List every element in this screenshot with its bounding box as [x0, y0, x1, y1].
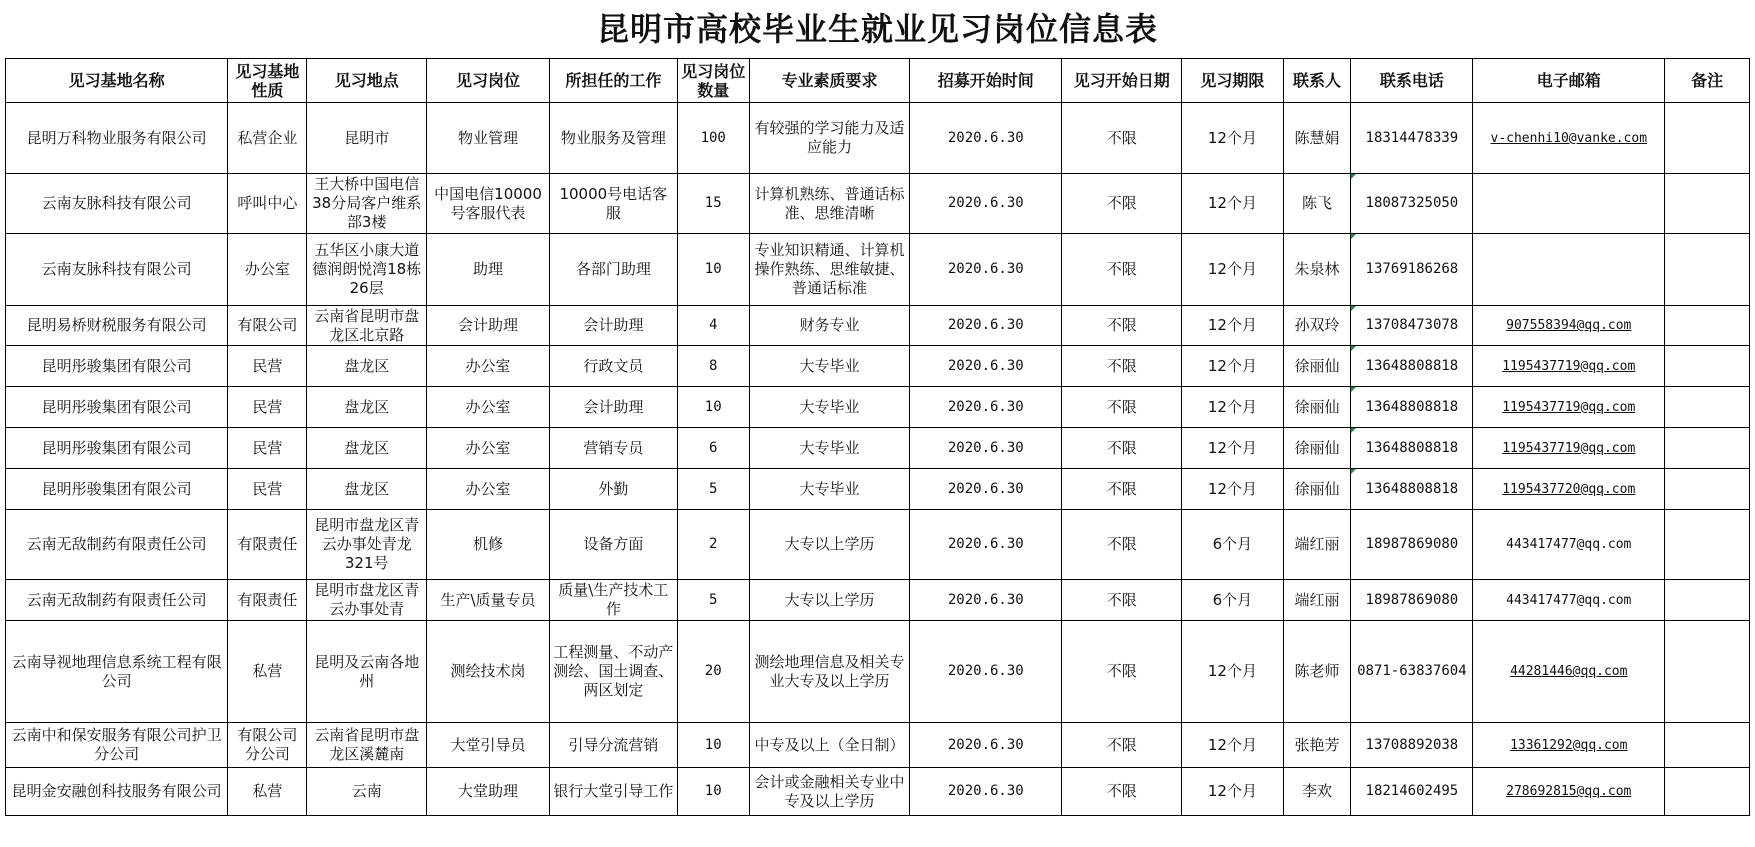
comment-marker-icon — [1351, 469, 1356, 474]
cell-type[interactable]: 民营 — [228, 346, 307, 387]
cell-email[interactable]: 44281446@qq.com — [1473, 621, 1665, 723]
cell-email[interactable]: 1195437720@qq.com — [1473, 469, 1665, 510]
cell-recruit-start[interactable]: 2020.6.30 — [910, 768, 1062, 816]
cell-name[interactable]: 云南无敌制药有限责任公司 — [6, 580, 228, 621]
header-duty[interactable]: 所担任的工作 — [550, 59, 678, 103]
table-row — [6, 306, 1750, 346]
cell-duty[interactable]: 会计助理 — [550, 306, 678, 346]
cell-period[interactable]: 12个月 — [1182, 174, 1284, 234]
table-row — [6, 387, 1750, 428]
cell-recruit-start[interactable]: 2020.6.30 — [910, 103, 1062, 174]
cell-start-date[interactable]: 不限 — [1062, 621, 1182, 723]
header-phone[interactable]: 联系电话 — [1351, 59, 1473, 103]
cell-start-date[interactable]: 不限 — [1062, 346, 1182, 387]
cell-start-date[interactable]: 不限 — [1062, 723, 1182, 768]
cell-type[interactable]: 有限责任 — [228, 510, 307, 580]
cell-contact[interactable]: 徐丽仙 — [1283, 469, 1351, 510]
cell-requirement[interactable]: 中专及以上（全日制） — [749, 723, 909, 768]
cell-position[interactable]: 大堂引导员 — [427, 723, 550, 768]
header-contact[interactable]: 联系人 — [1283, 59, 1351, 103]
cell-recruit-start[interactable]: 2020.6.30 — [910, 346, 1062, 387]
cell-type[interactable]: 私营企业 — [228, 103, 307, 174]
cell-position[interactable]: 测绘技术岗 — [427, 621, 550, 723]
cell-note[interactable] — [1665, 510, 1750, 580]
cell-recruit-start[interactable]: 2020.6.30 — [910, 174, 1062, 234]
cell-count[interactable]: 10 — [677, 387, 749, 428]
cell-start-date[interactable]: 不限 — [1062, 306, 1182, 346]
cell-phone[interactable]: 18987869080 — [1351, 510, 1473, 580]
table-row — [6, 723, 1750, 768]
cell-contact[interactable]: 张艳芳 — [1283, 723, 1351, 768]
cell-name[interactable]: 云南无敌制药有限责任公司 — [6, 510, 228, 580]
header-count[interactable]: 见习岗位数量 — [677, 59, 749, 103]
cell-location[interactable]: 五华区小康大道德润朗悦湾18栋26层 — [307, 234, 427, 306]
cell-email[interactable]: 443417477@qq.com — [1473, 510, 1665, 580]
header-name[interactable]: 见习基地名称 — [6, 59, 228, 103]
cell-position[interactable]: 大堂助理 — [427, 768, 550, 816]
cell-location[interactable]: 云南省昆明市盘龙区北京路 — [307, 306, 427, 346]
cell-location[interactable]: 昆明市盘龙区青云办事处青 — [307, 580, 427, 621]
cell-note[interactable] — [1665, 234, 1750, 306]
cell-duty[interactable]: 营销专员 — [550, 428, 678, 469]
cell-name[interactable]: 昆明彤骏集团有限公司 — [6, 346, 228, 387]
cell-duty[interactable]: 物业服务及管理 — [550, 103, 678, 174]
cell-position[interactable]: 物业管理 — [427, 103, 550, 174]
cell-requirement[interactable]: 大专以上学历 — [749, 580, 909, 621]
cell-phone-text: 13708473078 — [1365, 317, 1459, 333]
cell-email[interactable]: 1195437719@qq.com — [1473, 428, 1665, 469]
cell-contact[interactable]: 孙双玲 — [1283, 306, 1351, 346]
cell-contact[interactable]: 陈飞 — [1283, 174, 1351, 234]
cell-duty[interactable]: 各部门助理 — [550, 234, 678, 306]
cell-recruit-start[interactable]: 2020.6.30 — [910, 306, 1062, 346]
cell-start-date[interactable]: 不限 — [1062, 174, 1182, 234]
cell-count[interactable]: 10 — [677, 768, 749, 816]
comment-marker-icon — [1351, 306, 1356, 311]
cell-location[interactable]: 盘龙区 — [307, 387, 427, 428]
header-requirement[interactable]: 专业素质要求 — [749, 59, 909, 103]
cell-duty[interactable]: 质量\生产技术工作 — [550, 580, 678, 621]
cell-count[interactable]: 10 — [677, 234, 749, 306]
cell-note[interactable] — [1665, 723, 1750, 768]
cell-recruit-start[interactable]: 2020.6.30 — [910, 234, 1062, 306]
cell-count[interactable]: 100 — [677, 103, 749, 174]
table-row — [6, 103, 1750, 174]
cell-type[interactable]: 有限公司分公司 — [228, 723, 307, 768]
table-row — [6, 428, 1750, 469]
cell-duty[interactable]: 工程测量、不动产测绘、国土调查、两区划定 — [550, 621, 678, 723]
cell-location[interactable]: 昆明市盘龙区青云办事处青龙321号 — [307, 510, 427, 580]
cell-type[interactable]: 民营 — [228, 387, 307, 428]
cell-name[interactable]: 云南中和保安服务有限公司护卫分公司 — [6, 723, 228, 768]
cell-email[interactable] — [1473, 234, 1665, 306]
cell-recruit-start[interactable]: 2020.6.30 — [910, 387, 1062, 428]
cell-email[interactable]: 13361292@qq.com — [1473, 723, 1665, 768]
cell-count[interactable]: 5 — [677, 580, 749, 621]
cell-period[interactable]: 6个月 — [1182, 580, 1284, 621]
cell-phone-text: 13648808818 — [1365, 480, 1459, 497]
cell-location[interactable]: 云南 — [307, 768, 427, 816]
cell-duty[interactable]: 行政文员 — [550, 346, 678, 387]
cell-contact[interactable]: 端红丽 — [1283, 580, 1351, 621]
cell-start-date[interactable]: 不限 — [1062, 510, 1182, 580]
cell-note[interactable] — [1665, 469, 1750, 510]
cell-count[interactable]: 6 — [677, 428, 749, 469]
cell-note[interactable] — [1665, 346, 1750, 387]
cell-contact[interactable]: 陈老师 — [1283, 621, 1351, 723]
cell-position[interactable]: 机修 — [427, 510, 550, 580]
cell-phone-text: 13769186268 — [1365, 261, 1459, 277]
cell-location[interactable]: 云南省昆明市盘龙区溪麓南 — [307, 723, 427, 768]
cell-note[interactable] — [1665, 174, 1750, 234]
cell-start-date[interactable]: 不限 — [1062, 469, 1182, 510]
header-position[interactable]: 见习岗位 — [427, 59, 550, 103]
cell-note[interactable] — [1665, 621, 1750, 723]
cell-type[interactable]: 私营 — [228, 768, 307, 816]
cell-type[interactable]: 办公室 — [228, 234, 307, 306]
cell-position[interactable]: 助理 — [427, 234, 550, 306]
cell-duty[interactable]: 会计助理 — [550, 387, 678, 428]
cell-period[interactable]: 12个月 — [1182, 387, 1284, 428]
cell-phone[interactable]: 18314478339 — [1351, 103, 1473, 174]
cell-contact[interactable]: 朱泉林 — [1283, 234, 1351, 306]
cell-phone[interactable] — [1351, 387, 1473, 428]
cell-contact[interactable]: 端红丽 — [1283, 510, 1351, 580]
cell-name[interactable]: 云南友脉科技有限公司 — [6, 174, 228, 234]
cell-duty[interactable]: 外勤 — [550, 469, 678, 510]
table-row — [6, 174, 1750, 234]
cell-start-date[interactable]: 不限 — [1062, 387, 1182, 428]
cell-phone-text: 18087325050 — [1365, 195, 1459, 211]
cell-count[interactable]: 2 — [677, 510, 749, 580]
table-row — [6, 346, 1750, 387]
cell-name[interactable]: 云南导视地理信息系统工程有限公司 — [6, 621, 228, 723]
cell-position[interactable]: 中国电信10000号客服代表 — [427, 174, 550, 234]
cell-start-date[interactable]: 不限 — [1062, 768, 1182, 816]
cell-position[interactable]: 办公室 — [427, 428, 550, 469]
cell-location[interactable]: 王大桥中国电信38分局客户维系部3楼 — [307, 174, 427, 234]
cell-contact[interactable]: 李欢 — [1283, 768, 1351, 816]
cell-count[interactable]: 20 — [677, 621, 749, 723]
cell-count[interactable]: 10 — [677, 723, 749, 768]
header-location[interactable]: 见习地点 — [307, 59, 427, 103]
header-start-date[interactable]: 见习开始日期 — [1062, 59, 1182, 103]
cell-email[interactable]: 278692815@qq.com — [1473, 768, 1665, 816]
cell-phone[interactable]: 0871-63837604 — [1351, 621, 1473, 723]
cell-name[interactable]: 昆明彤骏集团有限公司 — [6, 428, 228, 469]
cell-period[interactable]: 6个月 — [1182, 510, 1284, 580]
cell-requirement[interactable]: 计算机熟练、普通话标准、思维清晰 — [749, 174, 909, 234]
cell-note[interactable] — [1665, 387, 1750, 428]
cell-phone[interactable] — [1351, 469, 1473, 510]
cell-name[interactable]: 昆明易桥财税服务有限公司 — [6, 306, 228, 346]
cell-name[interactable]: 云南友脉科技有限公司 — [6, 234, 228, 306]
cell-period[interactable]: 12个月 — [1182, 306, 1284, 346]
internship-table — [5, 58, 1750, 816]
cell-type[interactable]: 民营 — [228, 469, 307, 510]
cell-email[interactable]: v-chenhi10@vanke.com — [1473, 103, 1665, 174]
cell-phone[interactable]: 18214602495 — [1351, 768, 1473, 816]
cell-note[interactable] — [1665, 306, 1750, 346]
cell-start-date[interactable]: 不限 — [1062, 103, 1182, 174]
cell-recruit-start[interactable]: 2020.6.30 — [910, 580, 1062, 621]
cell-contact[interactable]: 陈慧娟 — [1283, 103, 1351, 174]
cell-phone[interactable]: 13708892038 — [1351, 723, 1473, 768]
cell-duty[interactable]: 银行大堂引导工作 — [550, 768, 678, 816]
cell-requirement[interactable]: 大专毕业 — [749, 469, 909, 510]
cell-requirement[interactable]: 大专毕业 — [749, 428, 909, 469]
cell-email[interactable]: 443417477@qq.com — [1473, 580, 1665, 621]
cell-contact[interactable]: 徐丽仙 — [1283, 428, 1351, 469]
cell-name[interactable]: 昆明彤骏集团有限公司 — [6, 469, 228, 510]
cell-count[interactable]: 8 — [677, 346, 749, 387]
cell-type[interactable]: 有限公司 — [228, 306, 307, 346]
cell-email[interactable]: 1195437719@qq.com — [1473, 346, 1665, 387]
header-row — [6, 59, 1750, 103]
cell-period[interactable]: 12个月 — [1182, 768, 1284, 816]
cell-email[interactable]: 1195437719@qq.com — [1473, 387, 1665, 428]
cell-recruit-start[interactable]: 2020.6.30 — [910, 510, 1062, 580]
cell-requirement[interactable]: 会计或金融相关专业中专及以上学历 — [749, 768, 909, 816]
cell-location[interactable]: 盘龙区 — [307, 428, 427, 469]
cell-phone[interactable] — [1351, 428, 1473, 469]
table-row — [6, 469, 1750, 510]
cell-phone[interactable]: 18987869080 — [1351, 580, 1473, 621]
table-row — [6, 621, 1750, 723]
cell-requirement[interactable]: 专业知识精通、计算机操作熟练、思维敏捷、普通话标准 — [749, 234, 909, 306]
cell-requirement[interactable]: 大专以上学历 — [749, 510, 909, 580]
cell-requirement[interactable]: 大专毕业 — [749, 346, 909, 387]
cell-duty[interactable]: 引导分流营销 — [550, 723, 678, 768]
header-recruit-start[interactable]: 招募开始时间 — [910, 59, 1062, 103]
cell-note[interactable] — [1665, 428, 1750, 469]
cell-note[interactable] — [1665, 103, 1750, 174]
comment-marker-icon — [1351, 174, 1356, 179]
cell-period[interactable]: 12个月 — [1182, 346, 1284, 387]
sheet-title: 昆明市高校毕业生就业见习岗位信息表 — [596, 10, 1158, 48]
cell-period[interactable]: 12个月 — [1182, 723, 1284, 768]
cell-name[interactable]: 昆明万科物业服务有限公司 — [6, 103, 228, 174]
cell-phone-text: 13648808818 — [1365, 398, 1459, 415]
cell-recruit-start[interactable]: 2020.6.30 — [910, 723, 1062, 768]
cell-type[interactable]: 呼叫中心 — [228, 174, 307, 234]
cell-contact[interactable]: 徐丽仙 — [1283, 346, 1351, 387]
cell-note[interactable] — [1665, 580, 1750, 621]
table-row — [6, 510, 1750, 580]
comment-marker-icon — [1351, 234, 1356, 239]
cell-note[interactable] — [1665, 768, 1750, 816]
cell-position[interactable]: 办公室 — [427, 469, 550, 510]
cell-requirement[interactable]: 有较强的学习能力及适应能力 — [749, 103, 909, 174]
cell-period[interactable]: 12个月 — [1182, 469, 1284, 510]
table-row — [6, 768, 1750, 816]
cell-period[interactable]: 12个月 — [1182, 234, 1284, 306]
cell-period[interactable]: 12个月 — [1182, 621, 1284, 723]
cell-start-date[interactable]: 不限 — [1062, 580, 1182, 621]
cell-phone[interactable] — [1351, 306, 1473, 346]
cell-location[interactable]: 昆明及云南各地州 — [307, 621, 427, 723]
cell-phone-text: 13648808818 — [1365, 357, 1459, 374]
cell-position[interactable]: 办公室 — [427, 387, 550, 428]
cell-recruit-start[interactable]: 2020.6.30 — [910, 428, 1062, 469]
cell-count[interactable]: 5 — [677, 469, 749, 510]
cell-contact[interactable]: 徐丽仙 — [1283, 387, 1351, 428]
cell-start-date[interactable]: 不限 — [1062, 428, 1182, 469]
cell-start-date[interactable]: 不限 — [1062, 234, 1182, 306]
table-row — [6, 234, 1750, 306]
cell-phone[interactable] — [1351, 174, 1473, 234]
header-period[interactable]: 见习期限 — [1182, 59, 1284, 103]
cell-position[interactable]: 会计助理 — [427, 306, 550, 346]
cell-email[interactable]: 907558394@qq.com — [1473, 306, 1665, 346]
comment-marker-icon — [1351, 428, 1356, 433]
cell-position[interactable]: 办公室 — [427, 346, 550, 387]
cell-type[interactable]: 私营 — [228, 621, 307, 723]
cell-duty[interactable]: 设备方面 — [550, 510, 678, 580]
cell-period[interactable]: 12个月 — [1182, 428, 1284, 469]
cell-location[interactable]: 昆明市 — [307, 103, 427, 174]
cell-requirement[interactable]: 财务专业 — [749, 306, 909, 346]
cell-type[interactable]: 民营 — [228, 428, 307, 469]
cell-phone-text: 13648808818 — [1365, 439, 1459, 456]
cell-name[interactable]: 昆明彤骏集团有限公司 — [6, 387, 228, 428]
comment-marker-icon — [1351, 387, 1356, 392]
cell-requirement[interactable]: 大专毕业 — [749, 387, 909, 428]
cell-period[interactable]: 12个月 — [1182, 103, 1284, 174]
cell-position[interactable]: 生产\质量专员 — [427, 580, 550, 621]
header-email[interactable]: 电子邮箱 — [1473, 59, 1665, 103]
cell-type[interactable]: 有限责任 — [228, 580, 307, 621]
header-type[interactable]: 见习基地性质 — [228, 59, 307, 103]
cell-location[interactable]: 盘龙区 — [307, 346, 427, 387]
cell-phone[interactable] — [1351, 234, 1473, 306]
cell-count[interactable]: 4 — [677, 306, 749, 346]
cell-requirement[interactable]: 测绘地理信息及相关专业大专及以上学历 — [749, 621, 909, 723]
cell-phone[interactable] — [1351, 346, 1473, 387]
cell-email[interactable] — [1473, 174, 1665, 234]
table-row — [6, 580, 1750, 621]
cell-recruit-start[interactable]: 2020.6.30 — [910, 469, 1062, 510]
comment-marker-icon — [1351, 346, 1356, 351]
cell-name[interactable]: 昆明金安融创科技服务有限公司 — [6, 768, 228, 816]
header-note[interactable]: 备注 — [1665, 59, 1750, 103]
cell-duty[interactable]: 10000号电话客服 — [550, 174, 678, 234]
cell-location[interactable]: 盘龙区 — [307, 469, 427, 510]
cell-count[interactable]: 15 — [677, 174, 749, 234]
cell-recruit-start[interactable]: 2020.6.30 — [910, 621, 1062, 723]
